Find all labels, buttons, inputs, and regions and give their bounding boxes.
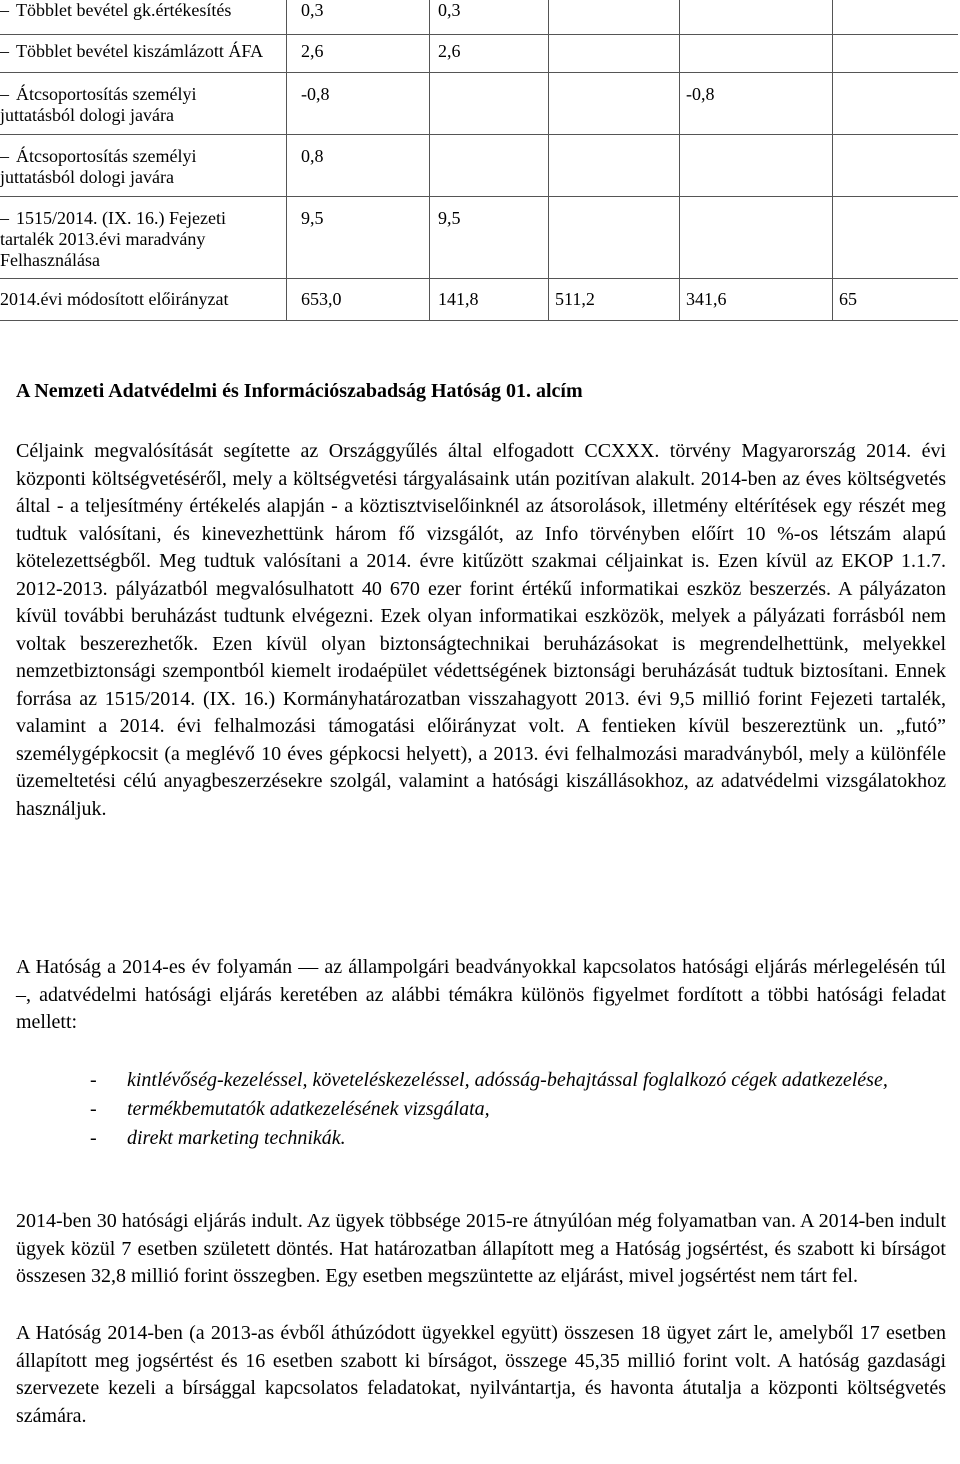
row-label-cell: – Átcsoportosítás személyi juttatásból dologi javára bbox=[0, 134, 287, 196]
list-item bbox=[90, 1095, 950, 1124]
cell bbox=[833, 196, 959, 278]
paragraph-fines: A Hatóság 2014-ben (a 2013-as évből áthúzódott ügyekkel együtt) összesen 18 ügyet zárt le, amelyből 17 esetben állapított meg jogsértést és 16 esetben szabott ki bírságot, összege 45,35 millió forint volt. A hatóság gazdasági szervezete kezeli a bírsággal kapcsolatos feladatokat, nyilvántartja, és havonta átutalja a központi költségvetés számára. bbox=[16, 1322, 946, 1427]
row-label: Többlet bevétel gk.értékesítés bbox=[16, 0, 232, 20]
cell: 0,3 bbox=[430, 0, 549, 34]
table-row bbox=[0, 0, 958, 34]
table-row bbox=[0, 34, 958, 72]
budget-table bbox=[0, 0, 958, 321]
paragraph-authority-intro: A Hatóság a 2014-es év folyamán — az állampolgári beadványokkal kapcsolatos hatósági eljárás mérlegelésén túl –, adatvédelmi hatósági eljárás keretében az alábbi témákra különös figyelmet fordított a többi hatósági feladat mellett: bbox=[16, 956, 946, 1033]
topic-list bbox=[90, 1066, 950, 1153]
row-label-cont: juttatásból dologi javára bbox=[0, 166, 174, 187]
cell bbox=[549, 34, 680, 72]
cell bbox=[833, 72, 959, 134]
cell bbox=[549, 134, 680, 196]
cell: 511,2 bbox=[549, 278, 680, 320]
cell: 2,6 bbox=[287, 34, 430, 72]
row-label: Átcsoportosítás személyi bbox=[16, 145, 197, 166]
cell bbox=[833, 34, 959, 72]
paragraph-proceedings: 2014-ben 30 hatósági eljárás indult. Az ügyek többsége 2015-re átnyúlóan még folyamatban van. A 2014-ben indult ügyek közül 7 esetben született döntés. Hat határozatban állapított meg a Hatóság jogsértést, és szabott ki bírságot összesen 32,8 millió forint összegben. Egy esetben megszüntette az eljárást, mivel jogsértést nem tárt fel. bbox=[16, 1210, 946, 1287]
cell: 9,5 bbox=[287, 196, 430, 278]
cell bbox=[833, 0, 959, 34]
cell bbox=[680, 0, 833, 34]
cell: 2,6 bbox=[430, 34, 549, 72]
cell bbox=[430, 72, 549, 134]
row-label-cell bbox=[0, 278, 287, 320]
row-label: Többlet bevétel kiszámlázott ÁFA bbox=[16, 40, 264, 61]
cell bbox=[680, 196, 833, 278]
cell: 141,8 bbox=[430, 278, 549, 320]
row-label-cell: – Átcsoportosítás személyi juttatásból dologi javára bbox=[0, 72, 287, 134]
cell bbox=[430, 134, 549, 196]
row-label-cell: – Többlet bevétel kiszámlázott ÁFA bbox=[0, 34, 287, 72]
list-item bbox=[90, 1066, 950, 1095]
list-item-text: kintlévőség-kezeléssel, követeléskezeléssel, adósság-behajtással foglalkozó cégek adatkezelése, bbox=[127, 1069, 888, 1091]
paragraph-goals: Céljaink megvalósítását segítette az Országgyűlés által elfogadott CCXXX. törvény Magyarország 2014. évi központi költségvetéséről, mely a költségvetési tárgyalásaink után pozitívan alakult. 2014-ben az éves költségvetés által - a teljesítmény értékelés alapján - a köztisztviselőinknél az átsorolások, illetmény eltérítések egy részét meg tudtuk valósítani, és kinevezhettünk három fő vizsgálót, az Info törvényben előírt 10 %-os létszám alapú kötelezettségből. Meg tudtuk valósítani a 2014. évre kitűzött szakmai céljainkat is. Ezen kívül az EKOP 1.1.7. 2012-2013. pályázatból megvalósulhatott 40 670 ezer forint értékű informatikai eszköz beszerzés. A pályázaton kívül további beruházást tudtunk elvégezni. Ezek olyan informatikai eszközök, melyek a pályázati forrásból nem voltak beszerezhetők. Ezen kívül olyan biztonságtechnikai beruházásokat is megrendelhettünk, melyekkel nemzetbiztonsági szempontból kiemelt irodaépület védettségének biztonsági beruházását tudtuk biztosítani. Ennek forrása az 1515/2014. (IX. 16.) Kormányhatározatban visszahagyott 2013. évi 9,5 millió forint Fejezeti tartalék, valamint a 2014. évi felhalmozási támogatási előirányzat volt. A fentieken kívül beszereztünk un. „futó” személygépkocsit (a meglévő 10 éves gépkocsi helyett), a 2013. évi felhalmozási maradványból, mely a különféle üzemeltetési célú anyagbeszerzésekre szolgál, valamint a hatósági kiszállásokhoz, az adatvédelmi vizsgálatokhoz használjuk. bbox=[16, 440, 946, 820]
table-row-total bbox=[0, 278, 958, 320]
cell: -0,8 bbox=[680, 72, 833, 134]
table-row bbox=[0, 134, 958, 196]
cell: -0,8 bbox=[287, 72, 430, 134]
row-label-cont: tartalék 2013.évi maradvány bbox=[0, 228, 206, 249]
row-label: 2014.évi módosított előirányzat bbox=[0, 288, 229, 309]
cell: 9,5 bbox=[430, 196, 549, 278]
row-label-cont: Felhasználása bbox=[0, 249, 100, 270]
cell bbox=[549, 196, 680, 278]
bullet-marker: - bbox=[90, 1127, 97, 1149]
row-label-cont: juttatásból dologi javára bbox=[0, 104, 174, 125]
cell bbox=[680, 134, 833, 196]
table-row bbox=[0, 196, 958, 278]
list-item-text: direkt marketing technikák. bbox=[127, 1127, 346, 1149]
table-row bbox=[0, 72, 958, 134]
cell: 653,0 bbox=[287, 278, 430, 320]
row-label: Átcsoportosítás személyi bbox=[16, 83, 197, 104]
section-subtitle: A Nemzeti Adatvédelmi és Információszabadság Hatóság 01. alcím bbox=[16, 380, 583, 402]
cell: 0,3 bbox=[287, 0, 430, 34]
cell bbox=[549, 0, 680, 34]
bullet-marker: - bbox=[90, 1098, 97, 1120]
cell bbox=[833, 134, 959, 196]
cell: 0,8 bbox=[287, 134, 430, 196]
row-label: 1515/2014. (IX. 16.) Fejezeti bbox=[16, 207, 226, 228]
row-label-cell: – Többlet bevétel gk.értékesítés bbox=[0, 0, 287, 34]
cell: 341,6 bbox=[680, 278, 833, 320]
list-item bbox=[90, 1124, 950, 1153]
cell bbox=[549, 72, 680, 134]
row-label-cell: – 1515/2014. (IX. 16.) Fejezeti tartalék 2013.évi maradvány Felhasználása bbox=[0, 196, 287, 278]
bullet-marker: - bbox=[90, 1069, 97, 1091]
cell: 65 bbox=[833, 278, 959, 320]
cell bbox=[680, 34, 833, 72]
list-item-text: termékbemutatók adatkezelésének vizsgálata, bbox=[127, 1098, 490, 1120]
